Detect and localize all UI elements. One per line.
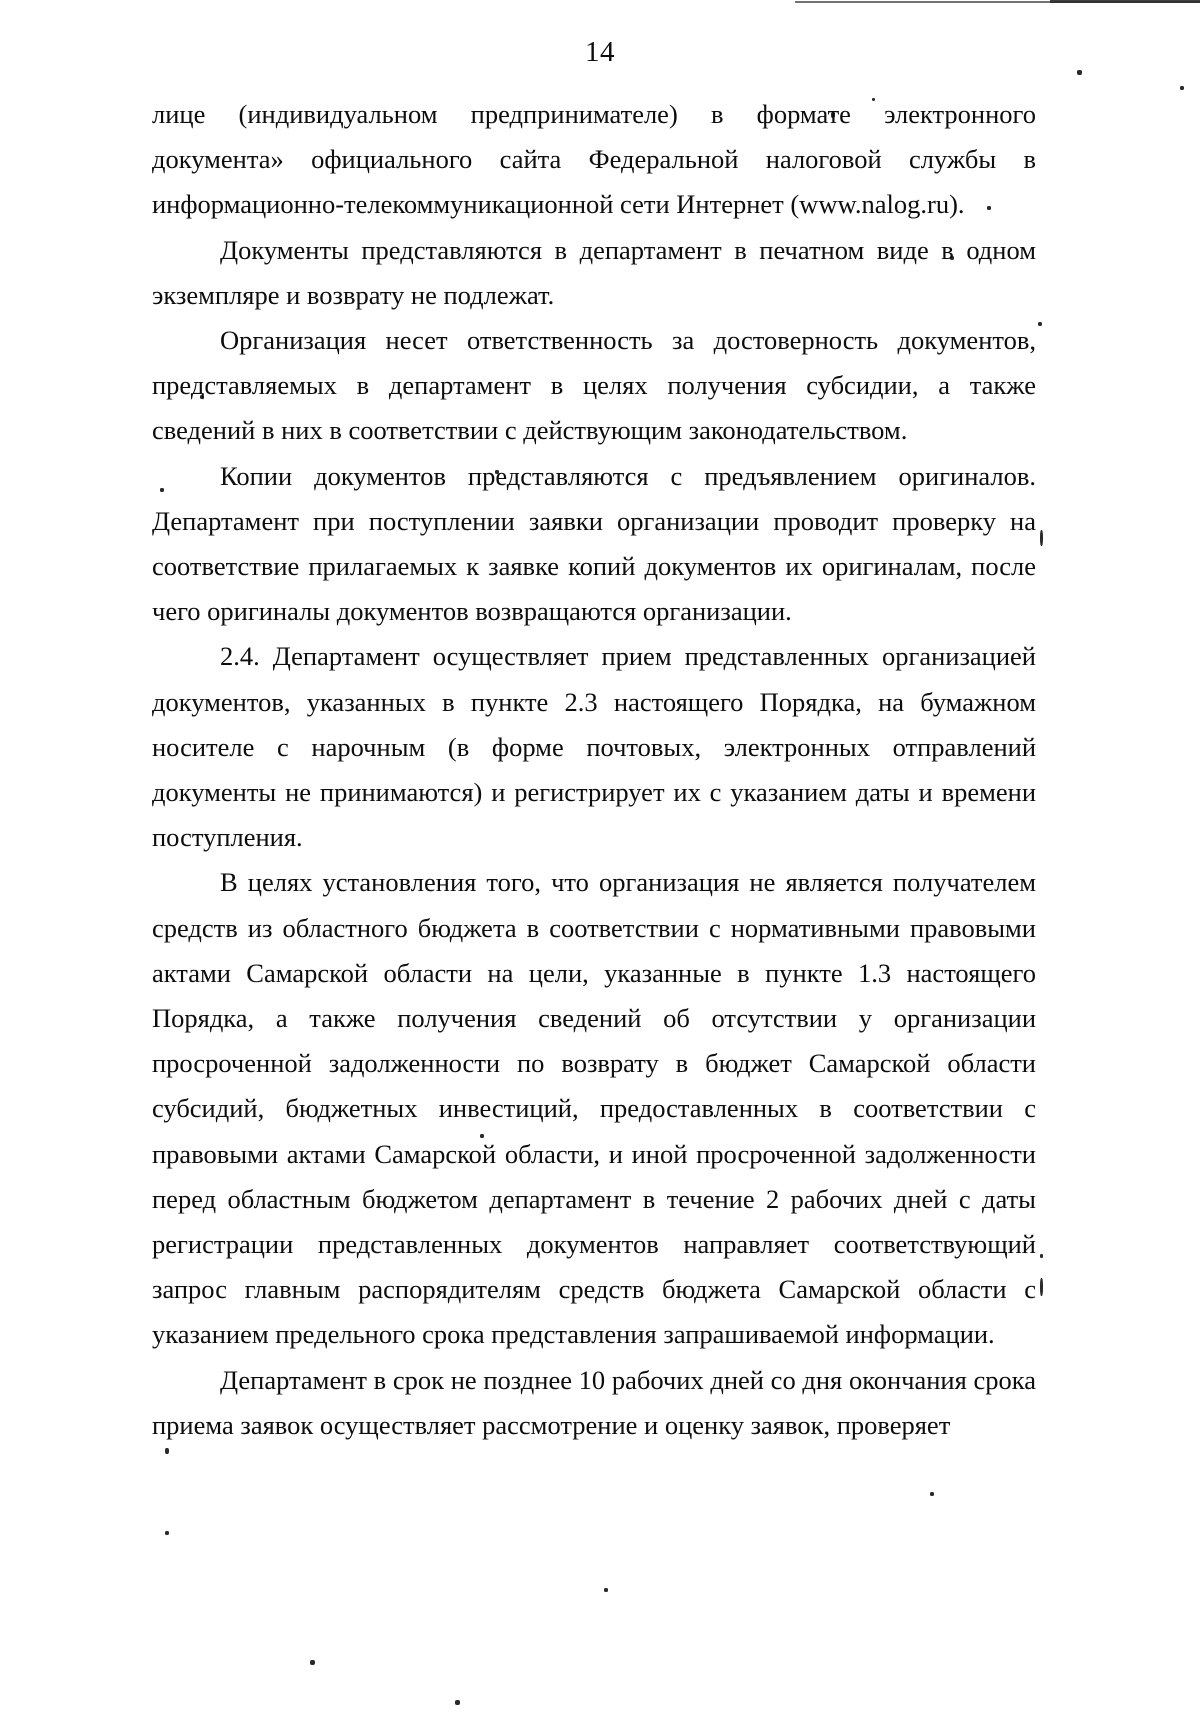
scan-speck: [1180, 86, 1184, 90]
paragraph-continuation: лице (индивидуальном предпринимателе) в формате электронного документа» официального сайта Федеральной налоговой службы в информационно-телекоммуникационной сети Интернет (www.nalog.ru).: [152, 99, 1036, 220]
scan-speck: [1040, 1278, 1043, 1296]
scan-speck: [455, 1700, 460, 1705]
page-number: 14: [585, 36, 615, 68]
scan-speck: [1038, 322, 1042, 326]
document-body: [152, 92, 1036, 1448]
scan-speck: [1040, 1254, 1043, 1258]
scan-speck: [1077, 70, 1082, 75]
paragraph-review-deadline: Департамент в срок не позднее 10 рабочих дней со дня окончания срока приема заявок осуществляет рассмотрение и оценку заявок, проверяет: [152, 1364, 1036, 1440]
paragraph-copies: Копии документов представляются с предъявлением оригиналов. Департамент при поступлении заявки организации проводит проверку на соответствие прилагаемых к заявке копий документов их оригиналам, после чего оригиналы документов возвращаются организации.: [152, 460, 1036, 627]
scan-speck: [604, 1588, 608, 1592]
scan-artifact-line-dark: [1050, 0, 1200, 3]
scan-speck: [1040, 530, 1043, 546]
scan-speck: [930, 1492, 934, 1496]
paragraph-clause-2-4: 2.4. Департамент осуществляет прием представленных организацией документов, указанных в пункте 2.3 настоящего Порядка, на бумажном носителе с нарочным (в форме почтовых, электронных отправлений документы не принимаются) и регистрирует их с указанием даты и времени поступления.: [152, 641, 1036, 853]
scan-speck: [165, 1448, 169, 1454]
scan-speck: [165, 1531, 169, 1535]
paragraph-responsibility: Организация несет ответственность за достоверность документов, представляемых в департамент в целях получения субсидии, а также сведений в них в соответствии с действующим законодательством.: [152, 325, 1036, 446]
paragraph-verification-request: В целях установления того, что организация не является получателем средств из областного бюджета в соответствии с нормативными правовыми актами Самарской области на цели, указанные в пункте 1.3 настоящего Порядка, а также получения сведений об отсутствии у организации просроченной задолженности по возврату в бюджет Самарской области субсидий, бюджетных инвестиций, предоставленных в соответствии с правовыми актами Самарской области, и иной просроченной задолженности перед областным бюджетом департамент в течение 2 рабочих дней с даты регистрации представленных документов направляет соответствующий запрос главным распорядителям средств бюджета Самарской области с указанием предельного срока представления запрашиваемой информации.: [152, 867, 1036, 1350]
scan-speck: [310, 1660, 315, 1665]
paragraph-documents-printed: Документы представляются в департамент в печатном виде в одном экземпляре и возврату не подлежат.: [152, 234, 1036, 310]
